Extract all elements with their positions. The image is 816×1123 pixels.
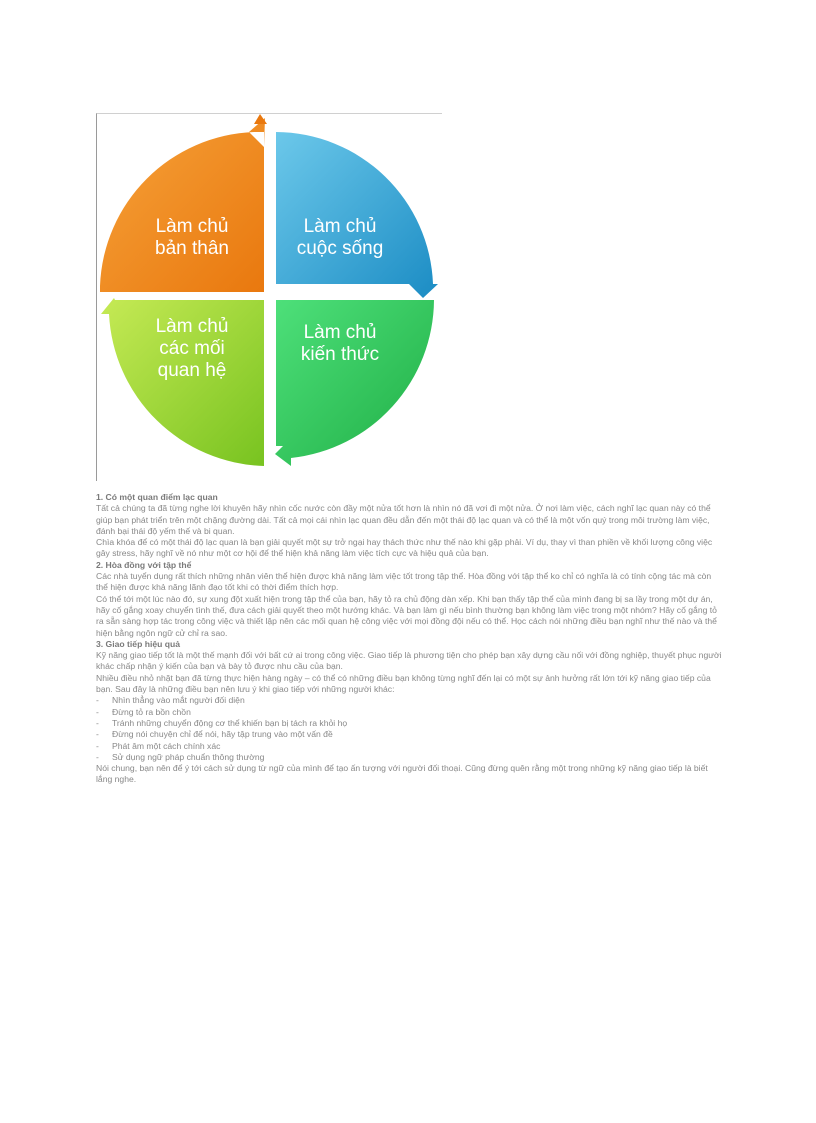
tips-list [96, 695, 724, 763]
quadrant-life [276, 132, 438, 298]
section-heading: 2. Hòa đồng với tập thể [96, 559, 192, 570]
label-self: Làm chủ bản thân [155, 216, 229, 259]
cycle-graphic [97, 114, 443, 482]
section-heading: 3. Giao tiếp hiệu quả [96, 638, 181, 649]
list-item: - Phát âm một cách chính xác [96, 741, 724, 752]
section-heading: 1. Có một quan điểm lạc quan [96, 492, 218, 502]
paragraph: Có thể tới một lúc nào đó, sự xung đột xuất hiện trong tập thể của bạn, hãy tỏ ra chủ động dàn xếp. Khi bạn thấy tập thể của mình đang bị sa lầy trong một dự án, hãy cố gắng xoay chuyển tình thế, đưa cách giải quyết theo một hướng khác. Và bạn làm gì nếu bình thường bạn không làm việc trong một nhóm? Hãy cố gắng tỏ ra sẵn sàng hợp tác trong công việc và thiết lập nên các mối quan hệ công việc với mọi đồng đội nếu có thể. Học cách nói những điều bạn nghĩ như thế nào và thể hiện bằng ngôn ngữ cử chỉ ra sao. [96, 593, 717, 638]
paragraph: Nói chung, bạn nên để ý tới cách sử dụng từ ngữ của mình để tạo ấn tượng với người đối thoại. Cũng đừng quên rằng một trong những kỹ năng giao tiếp là biết lắng nghe. [96, 763, 708, 785]
mastery-cycle-diagram [96, 113, 442, 481]
list-item: - Sử dụng ngữ pháp chuẩn thông thường [96, 752, 724, 763]
label-relationships: Làm chủ các mối quan hệ [155, 316, 229, 381]
list-item: - Đừng tỏ ra bồn chồn [96, 707, 724, 718]
paragraph: Các nhà tuyển dụng rất thích những nhân viên thể hiện được khả năng làm việc tốt trong tập thể. Hòa đồng với tập thể ko chỉ có nghĩa là có tính cộng tác mà còn thể hiện được khả năng lãnh đạo tốt khi có thời điểm thích hợp. [96, 571, 712, 593]
arrow-orange [254, 114, 267, 124]
paragraph: Nhiều điều nhỏ nhặt bạn đã từng thực hiện hàng ngày – có thể có những điều bạn không từng nghĩ đến lại có một sự ảnh hưởng rất lớn tới kỹ năng giao tiếp của bạn. Sau đây là những điều bạn nên lưu ý khi giao tiếp với những người khác: [96, 672, 711, 695]
list-item: - Nhìn thẳng vào mắt người đối diện [96, 695, 724, 706]
article-body [96, 492, 724, 786]
paragraph: Chìa khóa để có một thái độ lạc quan là bạn giải quyết một sự trở ngại hay thách thức như thế nào khi gặp phải. Ví dụ, thay vì than phiền về khối lượng công việc gây stress, hãy nghĩ về nó như một cơ hội để thể hiện khả năng làm việc tích cực và hiệu quả của bạn. [96, 537, 713, 559]
paragraph: Tất cả chúng ta đã từng nghe lời khuyên hãy nhìn cốc nước còn đầy một nửa tốt hơn là nhìn nó đã vơi đi một nửa. Ở nơi làm việc, cách nghĩ lạc quan này có thể giúp bạn phát triển trên một chặng đường dài. Tất cả mọi cái nhìn lạc quan đều dẫn đến một thái độ lạc quan và có thể là một vốn quý trong môi trường làm việc, đánh bại thái độ yếm thế và bi quan. [96, 503, 711, 536]
list-item: - Đừng nói chuyện chỉ để nói, hãy tập trung vào một vấn đề [96, 729, 724, 740]
paragraph: Kỹ năng giao tiếp tốt là một thế mạnh đối với bất cứ ai trong công việc. Giao tiếp là phương tiện cho phép bạn xây dựng cầu nối với đồng nghiệp, thuyết phục người khác chấp nhận ý kiến của bạn và bày tỏ được nhu cầu của bạn. [96, 650, 722, 672]
label-knowledge: Làm chủ kiến thức [300, 322, 380, 365]
quadrant-self [100, 118, 265, 292]
label-life: Làm chủ cuộc sống [296, 216, 384, 259]
list-item: - Tránh những chuyển động cơ thể khiến bạn bị tách ra khỏi họ [96, 718, 724, 729]
